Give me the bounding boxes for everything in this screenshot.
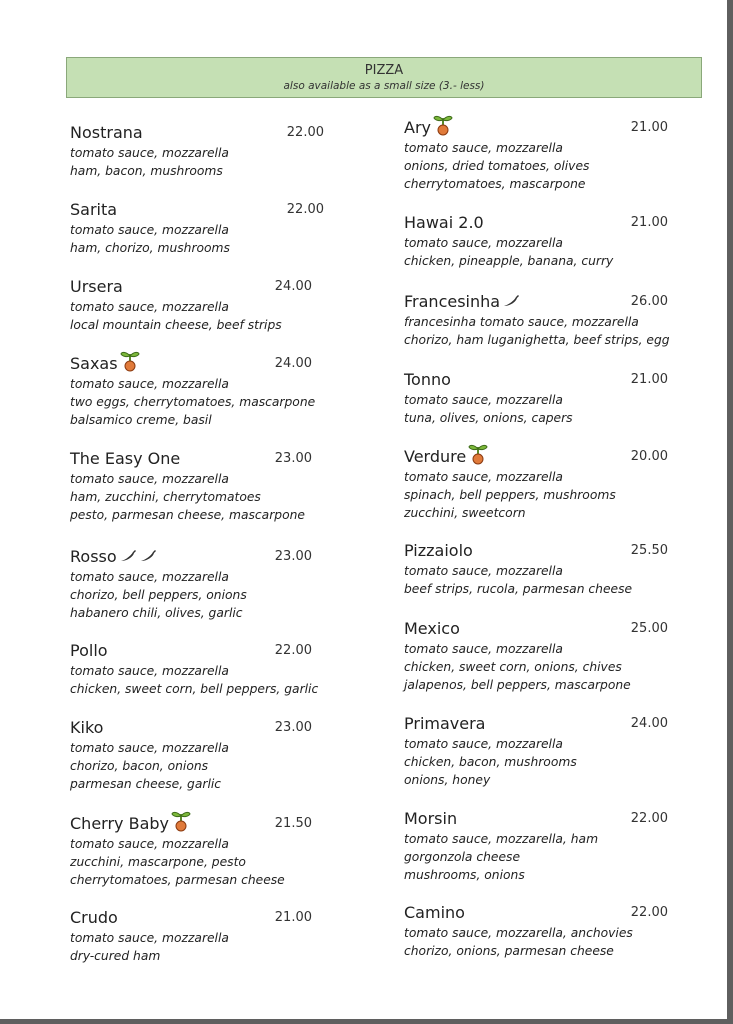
menu-item	[70, 546, 370, 622]
section-title: PIZZA	[364, 63, 404, 78]
item-description: ham, chorizo, mushrooms	[70, 241, 230, 255]
item-price: 22.00	[286, 202, 324, 217]
item-name: Ary	[404, 118, 431, 137]
item-description: balsamico creme, basil	[70, 413, 212, 427]
item-name: Pizzaiolo	[404, 541, 473, 560]
item-price: 21.00	[630, 215, 668, 230]
item-description: chorizo, bacon, onions	[70, 759, 209, 773]
item-name: Ursera	[70, 277, 123, 296]
item-description: pesto, parmesan cheese, mascarpone	[70, 508, 305, 522]
menu-item	[70, 448, 370, 524]
item-price: 23.00	[274, 451, 312, 466]
item-name: Rosso	[70, 547, 117, 566]
menu-item	[404, 212, 704, 270]
item-name: Francesinha	[404, 292, 501, 311]
item-price: 25.00	[630, 621, 668, 636]
vegetarian-sprout-icon	[120, 350, 140, 378]
item-name: Saxas	[70, 354, 118, 373]
item-name: Crudo	[70, 908, 118, 927]
item-name: Pollo	[70, 641, 108, 660]
item-price: 21.50	[274, 816, 312, 831]
menu-item	[70, 276, 370, 334]
menu-item	[404, 291, 704, 349]
menu-item	[404, 117, 704, 193]
item-description: chicken, bacon, mushrooms	[404, 755, 577, 769]
menu-item	[404, 618, 704, 694]
menu-item	[404, 540, 704, 598]
item-description: onions, dried tomatoes, olives	[404, 159, 590, 173]
item-description: tomato sauce, mozzarella	[70, 223, 229, 237]
item-description: ham, zucchini, cherrytomatoes	[70, 490, 261, 504]
item-description: spinach, bell peppers, mushrooms	[404, 488, 616, 502]
item-description: chicken, pineapple, banana, curry	[404, 254, 614, 268]
section-subtitle: also available as a small size (3.- less)	[283, 80, 485, 92]
item-description: ham, bacon, mushrooms	[70, 164, 223, 178]
item-name: Cherry Baby	[70, 814, 169, 833]
item-name: Primavera	[404, 714, 486, 733]
item-description: tomato sauce, mozzarella	[404, 141, 563, 155]
item-description: tuna, olives, onions, capers	[404, 411, 573, 425]
menu-item	[70, 199, 370, 257]
item-price: 26.00	[630, 294, 668, 309]
menu-item	[70, 353, 370, 429]
item-price: 22.00	[630, 905, 668, 920]
item-description: tomato sauce, mozzarella	[404, 236, 563, 250]
item-description: habanero chili, olives, garlic	[70, 606, 243, 620]
item-name: Tonno	[404, 370, 451, 389]
item-price: 21.00	[630, 372, 668, 387]
item-description: tomato sauce, mozzarella, anchovies	[404, 926, 633, 940]
item-name: Sarita	[70, 200, 118, 219]
item-description: tomato sauce, mozzarella	[70, 146, 229, 160]
item-description: gorgonzola cheese	[404, 850, 521, 864]
item-description: chicken, sweet corn, onions, chives	[404, 660, 622, 674]
menu-item	[70, 640, 370, 698]
item-name: The Easy One	[70, 449, 181, 468]
item-description: chorizo, ham luganighetta, beef strips, egg	[404, 333, 670, 347]
item-description: cherrytomatoes, mascarpone	[404, 177, 586, 191]
vegetarian-sprout-icon	[468, 443, 488, 471]
item-description: tomato sauce, mozzarella	[70, 570, 229, 584]
item-description: tomato sauce, mozzarella	[404, 564, 563, 578]
item-price: 24.00	[274, 356, 312, 371]
menu-item	[70, 907, 370, 965]
item-description: tomato sauce, mozzarella	[70, 741, 229, 755]
menu-item	[70, 122, 370, 180]
item-description: zucchini, sweetcorn	[404, 506, 526, 520]
item-description: cherrytomatoes, parmesan cheese	[70, 873, 285, 887]
item-description: tomato sauce, mozzarella	[404, 393, 563, 407]
item-description: jalapenos, bell peppers, mascarpone	[404, 678, 631, 692]
item-description: tomato sauce, mozzarella, ham	[404, 832, 599, 846]
item-description: tomato sauce, mozzarella	[70, 837, 229, 851]
item-price: 24.00	[274, 279, 312, 294]
item-description: tomato sauce, mozzarella	[70, 931, 229, 945]
chili-icon	[119, 546, 137, 568]
chili-icon	[139, 546, 157, 568]
item-description: tomato sauce, mozzarella	[404, 737, 563, 751]
menu-item	[404, 446, 704, 522]
item-description: tomato sauce, mozzarella	[70, 377, 229, 391]
item-price: 22.00	[274, 643, 312, 658]
item-description: parmesan cheese, garlic	[70, 777, 222, 791]
item-price: 24.00	[630, 716, 668, 731]
item-description: chorizo, onions, parmesan cheese	[404, 944, 614, 958]
item-description: two eggs, cherrytomatoes, mascarpone	[70, 395, 316, 409]
item-description: chicken, sweet corn, bell peppers, garlic	[70, 682, 319, 696]
menu-item	[404, 713, 704, 789]
vegetarian-sprout-icon	[171, 810, 191, 838]
item-price: 25.50	[630, 543, 668, 558]
section-header	[66, 57, 702, 98]
item-description: dry-cured ham	[70, 949, 161, 963]
item-description: tomato sauce, mozzarella	[70, 300, 229, 314]
chili-icon	[502, 291, 520, 313]
menu-item	[70, 717, 370, 793]
menu-item	[404, 902, 704, 960]
menu-item	[404, 808, 704, 884]
item-name: Mexico	[404, 619, 460, 638]
item-name: Hawai 2.0	[404, 213, 484, 232]
item-price: 20.00	[630, 449, 668, 464]
item-description: beef strips, rucola, parmesan cheese	[404, 582, 633, 596]
item-description: tomato sauce, mozzarella	[404, 642, 563, 656]
item-price: 21.00	[630, 120, 668, 135]
item-price: 23.00	[274, 549, 312, 564]
item-name: Verdure	[404, 447, 467, 466]
item-description: zucchini, mascarpone, pesto	[70, 855, 246, 869]
item-price: 22.00	[630, 811, 668, 826]
item-price: 23.00	[274, 720, 312, 735]
item-price: 22.00	[286, 125, 324, 140]
item-name: Camino	[404, 903, 465, 922]
item-description: tomato sauce, mozzarella	[404, 470, 563, 484]
item-description: francesinha tomato sauce, mozzarella	[404, 315, 639, 329]
item-description: tomato sauce, mozzarella	[70, 472, 229, 486]
item-price: 21.00	[274, 910, 312, 925]
item-description: onions, honey	[404, 773, 491, 787]
item-description: chorizo, bell peppers, onions	[70, 588, 247, 602]
menu-item	[70, 813, 370, 889]
vegetarian-sprout-icon	[433, 114, 453, 142]
item-description: tomato sauce, mozzarella	[70, 664, 229, 678]
item-description: mushrooms, onions	[404, 868, 525, 882]
item-name: Morsin	[404, 809, 458, 828]
item-name: Nostrana	[70, 123, 143, 142]
item-description: local mountain cheese, beef strips	[70, 318, 282, 332]
menu-item	[404, 369, 704, 427]
item-name: Kiko	[70, 718, 104, 737]
